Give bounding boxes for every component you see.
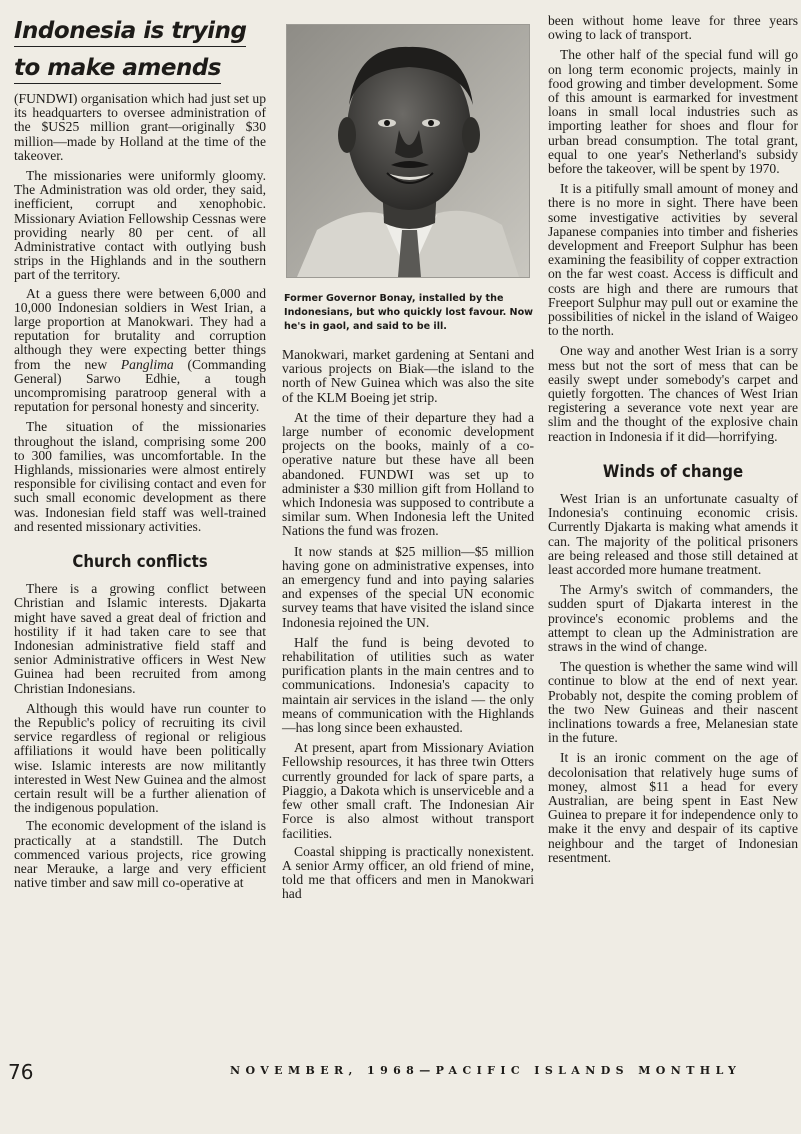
paragraph: The situation of the missionaries throughout the island, comprising some 200 to 300 families, was uncomfortable. In the Highlands, missionaries were almost entirely responsible for civilising contact and even for such small economic development as there was. Indonesian field staff was well-trained and resented missionary activities. [14,419,266,534]
paragraph: It now stands at $25 million—$5 million having gone on administrative expenses, into an emergency fund and into paying salaries and expenses of the special UN economic survey teams that have visited the island since Indonesia rejoined the UN. [282,543,534,630]
masthead-footer: NOVEMBER, 1968—PACIFIC ISLANDS MONTHLY [230,1064,742,1077]
page-number: 76 [8,1060,34,1084]
paragraph: Although this would have run counter to the Republic's policy of recruiting its civil service regardless of regional or religious affiliations it would have been politically wise. Islamic interests are now militantly interested in West New Guinea and the almost certain result will be a further alienation of the indigenous population. [14,700,266,816]
headline-line-1: Indonesia is trying [14,20,266,47]
subheading-winds-of-change: Winds of change [602,461,744,482]
paragraph: West Irian is an unfortunate casualty of Indonesia's continuing economic crisis. Currently Djakarta is making what amends it can. The majority of the political prisoners are being released and those still detained at least accorded more humane treatment. [548,490,798,577]
paragraph: It is a pitifully small amount of money and there is no more in sight. There have been some investigative activities by several Japanese companies into timber and fisheries development and Freeport Sulphur has been examining the feasibility of copper extraction on the far west coast. Access is difficult and costs are high and there are rumours that Freeport Sulphur may pull out or examine the possibilities of nickel in the island of Waigeo to the north. [548,181,798,339]
paragraph: At present, apart from Missionary Aviation Fellowship resources, it has three twin Otters currently grounded for lack of spare parts, a Piaggio, a Dakota which is unserviceble and a few other small craft. The Indonesian Air Force is also almost without transport facilities. [282,740,534,841]
paragraph: The question is whether the same wind will continue to blow at the end of next year. Probably not, despite the coming problem of the two New Guineas and their nascent inclinations towards a free, Melanesian state in the future. [548,659,798,746]
paragraph: The economic development of the island is practically at a standstill. The Dutch commenced various projects, rice growing near Merauke, a large and very efficient native timber and saw mill co-operative at [14,818,266,891]
paragraph: Half the fund is being devoted to rehabilitation of utilities such as water purification plants in the main centres and to communications. Indonesia's capacity to maintain air services in the island — the only means of communication with the Highlands—has long since been exhausted. [282,634,534,736]
paragraph: It is an ironic comment on the age of decolonisation that relatively huge sums of money, almost $11 a head for every Australian, are being spent in East New Guinea to prepare it for independence only to make it the envy and despair of its captive neighbour and the target of Indonesian resentment. [548,750,798,865]
column-3 [548,14,798,869]
paragraph: There is a growing conflict between Christian and Islamic interests. Djakarta might have saved a great deal of friction and hostility if it had taken care to see that Indonesian administrative field staff and senior Administrative officers in West New Guinea had been recruited from among Christian Indonesians. [14,581,266,696]
column-2 [282,14,534,906]
column-1 [14,14,266,894]
headline-line-2: to make amends [14,57,266,84]
paragraph: The Army's switch of commanders, the sudden spurt of Djakarta interest in the province's economic problems and the attempt to clean up the Administration are straws in the wind of change. [548,582,798,654]
paragraph: The other half of the special fund will go on long term economic projects, mainly in food growing and timber development. Some of this amount is earmarked for investment loans in small local industries such as importing leather for shoes and flour for urban bread consumption. The total grant, equal to one year's Netherland's subsidy before the takeover, will be spent by 1970. [548,47,798,177]
paragraph: At a guess there were between 6,000 and 10,000 Indonesian soldiers in West Irian, a large proportion at Manokwari. They had a reputation for brutality and corruption although they were expecting better things from the new Panglima (Commanding General) Sarwo Edhie, a tough uncompromising paratroop general with a reputation for personal honesty and sincerity. [14,285,266,415]
paragraph: Coastal shipping is practically nonexistent. A senior Army officer, an old friend of mine, told me that officers and men in Manokwari had [282,843,534,902]
portrait-photo [286,24,530,278]
paragraph: (FUNDWI) organisation which had just set up its headquarters to oversee administration of the $US25 million grant—originally $30 million—made by Holland at the time of the takeover. [14,91,266,163]
subheading-church-conflicts: Church conflicts [72,552,208,573]
page-footer [0,1060,801,1084]
paragraph: One way and another West Irian is a sorry mess but not the sort of mess that can be easily swept under somebody's carpet and quietly forgotten. The chances of West Irian registering a severance vote next year are slim and the thought of the explosive chain reaction in Indonesia if it did—horrifying. [548,343,798,444]
paragraph: been without home leave for three years owing to lack of transport. [548,13,798,43]
paragraph: Manokwari, market gardening at Sentani and various projects on Biak—the island to the north of New Guinea which was also the site of the KLM Boeing jet strip. [282,347,534,405]
paragraph: The missionaries were uniformly gloomy. The Administration was old order, they said, inefficient, corrupt and xenophobic. Missionary Aviation Fellowship Cessnas were providing nearly 80 per cent. of all Administrative contact with outlying bush strips in the Highlands and in the southern part of the territory. [14,168,266,283]
portrait-illustration [287,25,529,277]
paragraph: At the time of their departure they had a large number of economic development projects on the books, mainly of a co-operative nature but these have all been abandoned. FUNDWI was set up to administer a $30 million gift from Holland to which Indonesia was supposed to contribute a similar sum. When Indonesia left the United Nations the fund was frozen. [282,409,534,539]
photo-caption: Former Governor Bonay, installed by the Indonesians, but who quickly lost favour. Now he's in gaol, and said to be ill. [284,293,534,332]
